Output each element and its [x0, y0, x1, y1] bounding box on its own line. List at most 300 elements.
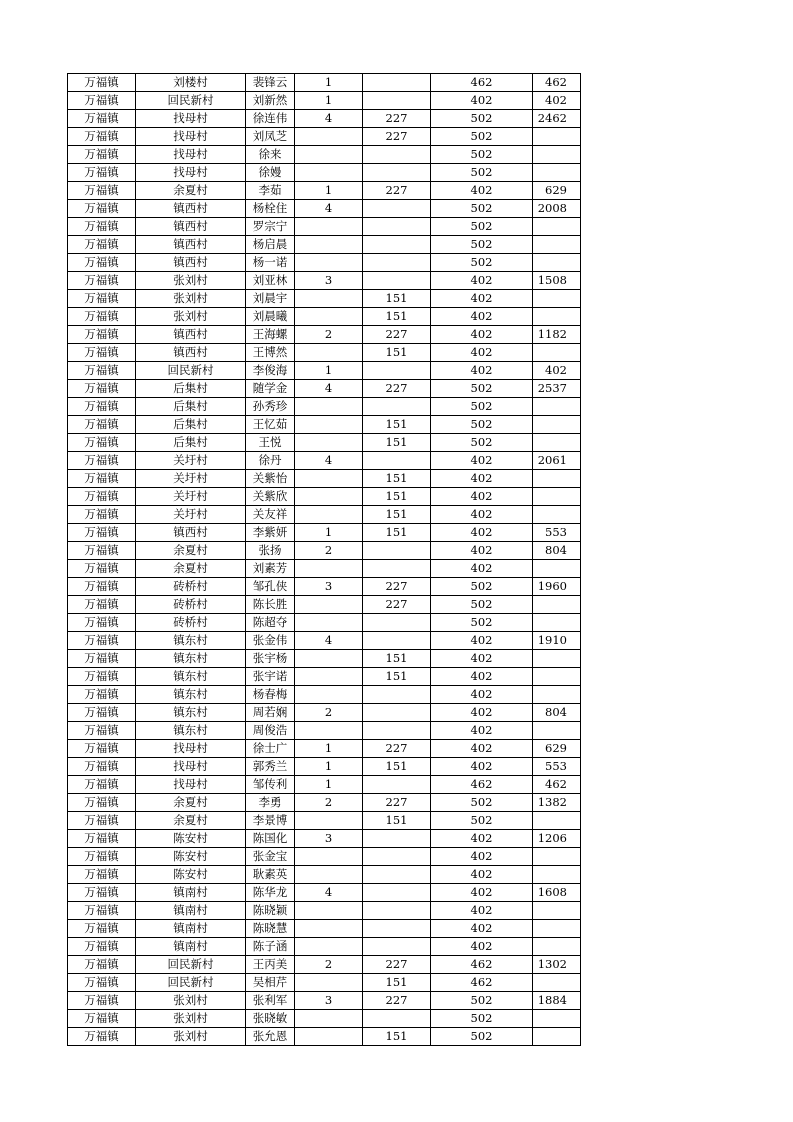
village-cell: 镇东村 — [136, 668, 246, 686]
table-row — [68, 344, 581, 362]
town-cell: 万福镇 — [68, 200, 136, 218]
village-cell: 陈安村 — [136, 848, 246, 866]
name-cell: 张宇杨 — [246, 650, 295, 668]
total-cell — [533, 434, 581, 452]
town-cell: 万福镇 — [68, 344, 136, 362]
name-cell: 徐丹 — [246, 452, 295, 470]
subsidy-b-cell: 402 — [431, 722, 533, 740]
name-cell: 杨栓住 — [246, 200, 295, 218]
village-cell: 镇东村 — [136, 722, 246, 740]
table-row — [68, 614, 581, 632]
subsidy-b-cell: 402 — [431, 524, 533, 542]
table-row — [68, 866, 581, 884]
town-cell: 万福镇 — [68, 668, 136, 686]
total-cell: 1884 — [533, 992, 581, 1010]
table-row — [68, 758, 581, 776]
name-cell: 陈晓颖 — [246, 902, 295, 920]
village-cell: 余夏村 — [136, 182, 246, 200]
name-cell: 李俊海 — [246, 362, 295, 380]
name-cell: 周俊浩 — [246, 722, 295, 740]
total-cell — [533, 470, 581, 488]
subsidy-b-cell: 402 — [431, 866, 533, 884]
subsidy-a-cell — [363, 920, 431, 938]
subsidy-b-cell: 402 — [431, 272, 533, 290]
total-cell — [533, 1028, 581, 1046]
subsidy-b-cell: 502 — [431, 218, 533, 236]
total-cell: 1910 — [533, 632, 581, 650]
subsidy-a-cell: 151 — [363, 290, 431, 308]
household-size-cell: 1 — [295, 182, 363, 200]
village-cell: 后集村 — [136, 398, 246, 416]
subsidy-a-cell — [363, 200, 431, 218]
name-cell: 李紫妍 — [246, 524, 295, 542]
household-size-cell — [295, 686, 363, 704]
town-cell: 万福镇 — [68, 686, 136, 704]
village-cell: 张刘村 — [136, 272, 246, 290]
village-cell: 镇南村 — [136, 884, 246, 902]
table-row — [68, 236, 581, 254]
town-cell: 万福镇 — [68, 506, 136, 524]
subsidy-a-cell: 227 — [363, 128, 431, 146]
name-cell: 吴相芹 — [246, 974, 295, 992]
subsidy-a-cell — [363, 902, 431, 920]
table-row — [68, 812, 581, 830]
name-cell: 张金伟 — [246, 632, 295, 650]
total-cell: 2462 — [533, 110, 581, 128]
subsidy-b-cell: 502 — [431, 128, 533, 146]
town-cell: 万福镇 — [68, 1028, 136, 1046]
town-cell: 万福镇 — [68, 722, 136, 740]
household-size-cell — [295, 308, 363, 326]
household-size-cell: 3 — [295, 992, 363, 1010]
table-row — [68, 110, 581, 128]
subsidy-b-cell: 502 — [431, 614, 533, 632]
town-cell: 万福镇 — [68, 110, 136, 128]
name-cell: 关紫欣 — [246, 488, 295, 506]
household-size-cell: 4 — [295, 452, 363, 470]
table-row — [68, 650, 581, 668]
village-cell: 镇西村 — [136, 200, 246, 218]
subsidy-b-cell: 502 — [431, 596, 533, 614]
subsidy-b-cell: 402 — [431, 668, 533, 686]
table-row — [68, 542, 581, 560]
village-cell: 张刘村 — [136, 992, 246, 1010]
subsidy-b-cell: 402 — [431, 308, 533, 326]
subsidy-a-cell: 227 — [363, 596, 431, 614]
table-row — [68, 362, 581, 380]
table-row — [68, 74, 581, 92]
household-size-cell — [295, 1028, 363, 1046]
household-size-cell: 1 — [295, 758, 363, 776]
subsidy-a-cell — [363, 92, 431, 110]
subsidy-a-cell: 227 — [363, 956, 431, 974]
household-size-cell: 2 — [295, 704, 363, 722]
household-size-cell: 1 — [295, 524, 363, 542]
table-row — [68, 992, 581, 1010]
household-size-cell — [295, 434, 363, 452]
household-size-cell — [295, 974, 363, 992]
town-cell: 万福镇 — [68, 488, 136, 506]
name-cell: 郭秀兰 — [246, 758, 295, 776]
town-cell: 万福镇 — [68, 236, 136, 254]
town-cell: 万福镇 — [68, 614, 136, 632]
subsidy-b-cell: 502 — [431, 794, 533, 812]
table-row — [68, 290, 581, 308]
subsidy-a-cell — [363, 560, 431, 578]
household-size-cell — [295, 470, 363, 488]
village-cell: 砖桥村 — [136, 614, 246, 632]
household-size-cell: 3 — [295, 578, 363, 596]
town-cell: 万福镇 — [68, 974, 136, 992]
name-cell: 孙秀珍 — [246, 398, 295, 416]
subsidy-b-cell: 402 — [431, 920, 533, 938]
village-cell: 余夏村 — [136, 542, 246, 560]
household-size-cell — [295, 722, 363, 740]
subsidy-b-cell: 502 — [431, 1028, 533, 1046]
village-cell: 砖桥村 — [136, 596, 246, 614]
table-row — [68, 164, 581, 182]
total-cell — [533, 488, 581, 506]
name-cell: 刘晨曦 — [246, 308, 295, 326]
household-size-cell — [295, 920, 363, 938]
village-cell: 张刘村 — [136, 1028, 246, 1046]
subsidy-b-cell: 402 — [431, 704, 533, 722]
name-cell: 张允恩 — [246, 1028, 295, 1046]
subsidy-b-cell: 502 — [431, 236, 533, 254]
table-row — [68, 794, 581, 812]
table-row — [68, 1010, 581, 1028]
household-size-cell — [295, 596, 363, 614]
total-cell — [533, 218, 581, 236]
household-size-cell — [295, 146, 363, 164]
household-size-cell — [295, 164, 363, 182]
subsidy-b-cell: 462 — [431, 776, 533, 794]
village-cell: 镇东村 — [136, 686, 246, 704]
total-cell — [533, 506, 581, 524]
household-size-cell: 2 — [295, 794, 363, 812]
household-size-cell — [295, 668, 363, 686]
village-cell: 镇西村 — [136, 326, 246, 344]
subsidy-a-cell — [363, 884, 431, 902]
table-row — [68, 218, 581, 236]
total-cell: 2008 — [533, 200, 581, 218]
name-cell: 徐士广 — [246, 740, 295, 758]
subsidy-b-cell: 402 — [431, 326, 533, 344]
subsidy-b-cell: 402 — [431, 938, 533, 956]
name-cell: 王悦 — [246, 434, 295, 452]
town-cell: 万福镇 — [68, 830, 136, 848]
town-cell: 万福镇 — [68, 920, 136, 938]
table-row — [68, 902, 581, 920]
subsidy-b-cell: 402 — [431, 452, 533, 470]
town-cell: 万福镇 — [68, 164, 136, 182]
name-cell: 刘新然 — [246, 92, 295, 110]
table-row — [68, 974, 581, 992]
subsidy-a-cell: 151 — [363, 344, 431, 362]
subsidy-b-cell: 502 — [431, 992, 533, 1010]
town-cell: 万福镇 — [68, 434, 136, 452]
total-cell — [533, 164, 581, 182]
village-cell: 找母村 — [136, 128, 246, 146]
household-size-cell: 4 — [295, 884, 363, 902]
table-row — [68, 722, 581, 740]
subsidy-a-cell — [363, 398, 431, 416]
town-cell: 万福镇 — [68, 218, 136, 236]
total-cell — [533, 308, 581, 326]
town-cell: 万福镇 — [68, 902, 136, 920]
subsidy-b-cell: 402 — [431, 290, 533, 308]
table-row — [68, 560, 581, 578]
household-size-cell: 4 — [295, 200, 363, 218]
total-cell: 402 — [533, 362, 581, 380]
town-cell: 万福镇 — [68, 956, 136, 974]
total-cell — [533, 560, 581, 578]
total-cell: 629 — [533, 182, 581, 200]
subsidy-a-cell: 227 — [363, 578, 431, 596]
total-cell — [533, 416, 581, 434]
subsidy-a-cell — [363, 686, 431, 704]
village-cell: 镇西村 — [136, 344, 246, 362]
table-row — [68, 920, 581, 938]
subsidy-b-cell: 502 — [431, 1010, 533, 1028]
total-cell: 1960 — [533, 578, 581, 596]
total-cell — [533, 650, 581, 668]
town-cell: 万福镇 — [68, 290, 136, 308]
household-size-cell — [295, 614, 363, 632]
total-cell — [533, 938, 581, 956]
name-cell: 王忆茹 — [246, 416, 295, 434]
town-cell: 万福镇 — [68, 524, 136, 542]
household-size-cell — [295, 506, 363, 524]
subsidy-b-cell: 402 — [431, 884, 533, 902]
town-cell: 万福镇 — [68, 632, 136, 650]
subsidy-b-cell: 402 — [431, 470, 533, 488]
subsidy-a-cell — [363, 722, 431, 740]
subsidy-a-cell: 151 — [363, 506, 431, 524]
total-cell: 553 — [533, 758, 581, 776]
total-cell — [533, 146, 581, 164]
total-cell: 804 — [533, 704, 581, 722]
name-cell: 张扬 — [246, 542, 295, 560]
subsidy-b-cell: 402 — [431, 848, 533, 866]
total-cell — [533, 596, 581, 614]
village-cell: 陈安村 — [136, 866, 246, 884]
village-cell: 张刘村 — [136, 308, 246, 326]
town-cell: 万福镇 — [68, 182, 136, 200]
village-cell: 找母村 — [136, 110, 246, 128]
total-cell — [533, 722, 581, 740]
total-cell — [533, 290, 581, 308]
subsidy-b-cell: 402 — [431, 758, 533, 776]
table-row — [68, 668, 581, 686]
total-cell: 462 — [533, 74, 581, 92]
name-cell: 陈国化 — [246, 830, 295, 848]
subsidy-b-cell: 502 — [431, 164, 533, 182]
subsidy-a-cell: 227 — [363, 182, 431, 200]
table-row — [68, 380, 581, 398]
village-cell: 镇东村 — [136, 704, 246, 722]
subsidy-b-cell: 402 — [431, 488, 533, 506]
household-size-cell: 4 — [295, 380, 363, 398]
town-cell: 万福镇 — [68, 308, 136, 326]
subsidy-a-cell — [363, 1010, 431, 1028]
name-cell: 刘亚林 — [246, 272, 295, 290]
town-cell: 万福镇 — [68, 866, 136, 884]
total-cell — [533, 668, 581, 686]
subsidy-a-cell — [363, 452, 431, 470]
name-cell: 王丙美 — [246, 956, 295, 974]
name-cell: 关友祥 — [246, 506, 295, 524]
subsidy-a-cell: 151 — [363, 416, 431, 434]
household-size-cell — [295, 848, 363, 866]
total-cell — [533, 614, 581, 632]
town-cell: 万福镇 — [68, 92, 136, 110]
town-cell: 万福镇 — [68, 380, 136, 398]
village-cell: 镇南村 — [136, 920, 246, 938]
table-row — [68, 884, 581, 902]
household-size-cell — [295, 866, 363, 884]
village-cell: 回民新村 — [136, 362, 246, 380]
village-cell: 镇西村 — [136, 236, 246, 254]
household-size-cell: 2 — [295, 542, 363, 560]
village-cell: 镇南村 — [136, 938, 246, 956]
subsidy-b-cell: 502 — [431, 416, 533, 434]
name-cell: 王博然 — [246, 344, 295, 362]
name-cell: 杨一诺 — [246, 254, 295, 272]
total-cell: 629 — [533, 740, 581, 758]
subsidy-b-cell: 402 — [431, 830, 533, 848]
total-cell: 402 — [533, 92, 581, 110]
town-cell: 万福镇 — [68, 542, 136, 560]
subsidy-b-cell: 462 — [431, 956, 533, 974]
subsidy-a-cell: 151 — [363, 470, 431, 488]
subsidy-a-cell: 227 — [363, 326, 431, 344]
village-cell: 后集村 — [136, 380, 246, 398]
name-cell: 张宇诺 — [246, 668, 295, 686]
subsidy-a-cell — [363, 164, 431, 182]
household-size-cell — [295, 254, 363, 272]
town-cell: 万福镇 — [68, 128, 136, 146]
village-cell: 镇西村 — [136, 218, 246, 236]
total-cell — [533, 812, 581, 830]
total-cell — [533, 398, 581, 416]
subsidy-a-cell — [363, 632, 431, 650]
village-cell: 关圩村 — [136, 506, 246, 524]
village-cell: 刘楼村 — [136, 74, 246, 92]
town-cell: 万福镇 — [68, 470, 136, 488]
total-cell — [533, 236, 581, 254]
subsidy-b-cell: 402 — [431, 650, 533, 668]
total-cell: 1608 — [533, 884, 581, 902]
total-cell: 1182 — [533, 326, 581, 344]
table-row — [68, 128, 581, 146]
name-cell: 徐嫚 — [246, 164, 295, 182]
table-row — [68, 254, 581, 272]
subsidy-b-cell: 502 — [431, 254, 533, 272]
name-cell: 李景博 — [246, 812, 295, 830]
subsidy-a-cell — [363, 614, 431, 632]
subsidy-a-cell: 151 — [363, 488, 431, 506]
subsidy-b-cell: 402 — [431, 686, 533, 704]
village-cell: 找母村 — [136, 164, 246, 182]
subsidy-a-cell — [363, 830, 431, 848]
table-row — [68, 488, 581, 506]
subsidy-a-cell: 151 — [363, 434, 431, 452]
town-cell: 万福镇 — [68, 758, 136, 776]
subsidy-a-cell: 227 — [363, 794, 431, 812]
subsidy-a-cell — [363, 776, 431, 794]
village-cell: 砖桥村 — [136, 578, 246, 596]
table-row — [68, 1028, 581, 1046]
household-size-cell: 1 — [295, 92, 363, 110]
village-cell: 关圩村 — [136, 470, 246, 488]
name-cell: 杨春梅 — [246, 686, 295, 704]
town-cell: 万福镇 — [68, 362, 136, 380]
village-cell: 后集村 — [136, 434, 246, 452]
table-body — [68, 74, 581, 1046]
subsidy-b-cell: 402 — [431, 632, 533, 650]
village-cell: 镇西村 — [136, 254, 246, 272]
subsidy-b-cell: 502 — [431, 578, 533, 596]
name-cell: 徐连伟 — [246, 110, 295, 128]
village-cell: 余夏村 — [136, 794, 246, 812]
village-cell: 找母村 — [136, 776, 246, 794]
subsidy-b-cell: 502 — [431, 380, 533, 398]
table-row — [68, 740, 581, 758]
subsidy-a-cell — [363, 866, 431, 884]
town-cell: 万福镇 — [68, 776, 136, 794]
subsidy-a-cell: 227 — [363, 992, 431, 1010]
name-cell: 刘晨宇 — [246, 290, 295, 308]
name-cell: 随学金 — [246, 380, 295, 398]
village-cell: 找母村 — [136, 146, 246, 164]
village-cell: 张刘村 — [136, 290, 246, 308]
total-cell: 804 — [533, 542, 581, 560]
name-cell: 张晓敏 — [246, 1010, 295, 1028]
total-cell — [533, 128, 581, 146]
town-cell: 万福镇 — [68, 452, 136, 470]
name-cell: 陈超夺 — [246, 614, 295, 632]
subsidy-b-cell: 402 — [431, 902, 533, 920]
total-cell — [533, 866, 581, 884]
subsidy-b-cell: 402 — [431, 92, 533, 110]
town-cell: 万福镇 — [68, 272, 136, 290]
town-cell: 万福镇 — [68, 884, 136, 902]
subsidy-b-cell: 502 — [431, 812, 533, 830]
total-cell — [533, 920, 581, 938]
table-row — [68, 848, 581, 866]
total-cell: 1508 — [533, 272, 581, 290]
town-cell: 万福镇 — [68, 254, 136, 272]
total-cell: 1302 — [533, 956, 581, 974]
table-row — [68, 686, 581, 704]
subsidy-a-cell — [363, 704, 431, 722]
name-cell: 裴锋云 — [246, 74, 295, 92]
table-row — [68, 704, 581, 722]
name-cell: 陈子涵 — [246, 938, 295, 956]
household-size-cell — [295, 236, 363, 254]
name-cell: 邹传利 — [246, 776, 295, 794]
total-cell — [533, 902, 581, 920]
household-size-cell: 2 — [295, 326, 363, 344]
name-cell: 张金宝 — [246, 848, 295, 866]
village-cell: 找母村 — [136, 758, 246, 776]
town-cell: 万福镇 — [68, 704, 136, 722]
table-row — [68, 308, 581, 326]
subsidy-a-cell — [363, 146, 431, 164]
table-row — [68, 938, 581, 956]
village-cell: 关圩村 — [136, 488, 246, 506]
